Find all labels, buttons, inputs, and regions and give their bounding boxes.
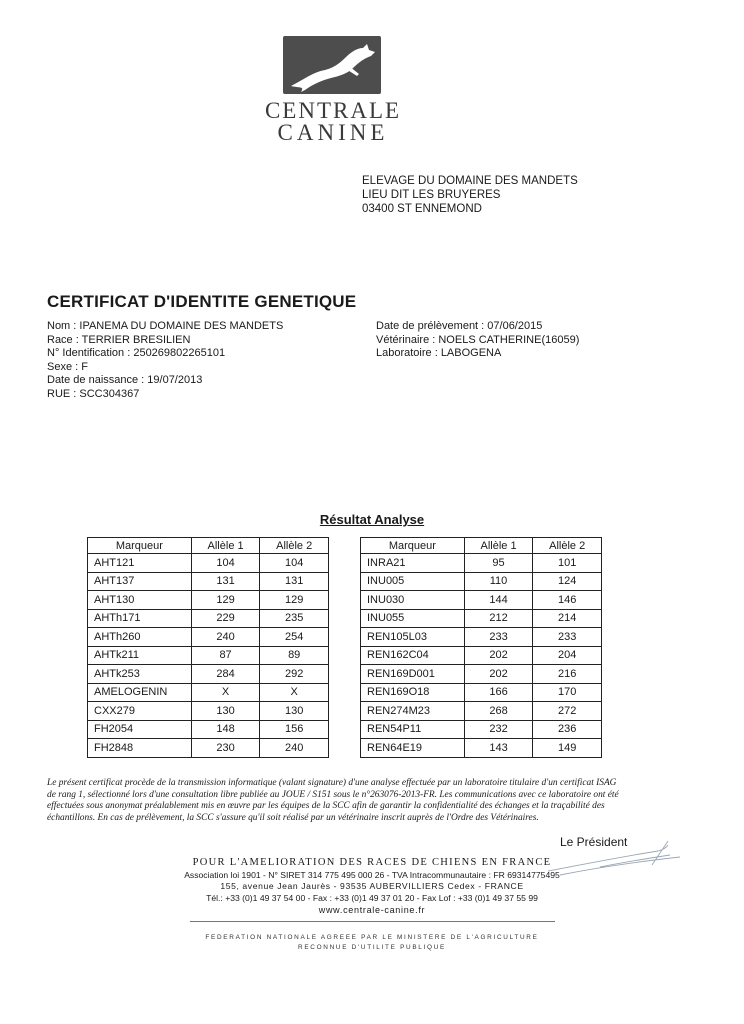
- table-row: [88, 739, 329, 758]
- table-row: [88, 683, 329, 702]
- allele-2: 204: [533, 646, 602, 665]
- footer-motto: POUR L'AMELIORATION DES RACES DE CHIENS EN FRANCE: [192, 857, 552, 868]
- marker-name: REN162C04: [361, 646, 465, 665]
- allele-1: 229: [191, 609, 260, 628]
- table-row: [88, 554, 329, 573]
- allele-2: 292: [260, 665, 329, 684]
- allele-1: 230: [191, 739, 260, 758]
- allele-2: 214: [533, 609, 602, 628]
- allele-2: 149: [533, 739, 602, 758]
- allele-2: 233: [533, 628, 602, 647]
- markers-table-right: [360, 537, 602, 758]
- marker-name: FH2054: [88, 720, 192, 739]
- address-line: 03400 ST ENNEMOND: [362, 203, 482, 215]
- allele-1: 129: [191, 591, 260, 610]
- allele-1: 95: [464, 554, 533, 573]
- allele-2: 124: [533, 572, 602, 591]
- allele-2: 235: [260, 609, 329, 628]
- allele-1: X: [191, 683, 260, 702]
- footer-website[interactable]: www.centrale-canine.fr: [318, 905, 426, 915]
- table-row: [361, 646, 602, 665]
- allele-1: 144: [464, 591, 533, 610]
- dog-rue: RUE : SCC304367: [47, 387, 140, 400]
- column-header: Marqueur: [361, 538, 465, 554]
- allele-2: 240: [260, 739, 329, 758]
- table-row: [361, 683, 602, 702]
- marker-name: AHTh260: [88, 628, 192, 647]
- column-header: Allèle 2: [260, 538, 329, 554]
- legal-notice: Le présent certificat procède de la transmission informatique (valant signature) d'une analyse effectuée par un laboratoire titulaire d'un certificat ISAG de rang 1, sélectionné lors d'une consultation libre publiée au JOUE / S151 sous le n°263076-2013-FR. Les communications avec ce laboratoire ont été effectuées sous anonymat préalablement mis en œuvre par les équipes de la SCC afin de garantir la confidentialité des échanges et la traçabilité des échantillons. En cas de prélèvement, la SCC s'assure qu'il soit réalisé par un vétérinaire inscrit auprès de l'Ordre des Vétérinaires.: [47, 778, 619, 823]
- public-utility-line: RECONNUE D'UTILITE PUBLIQUE: [298, 944, 446, 951]
- table-row: [88, 572, 329, 591]
- table-row: [361, 702, 602, 721]
- allele-2: 131: [260, 572, 329, 591]
- sampling-info: [376, 320, 579, 361]
- allele-2: 130: [260, 702, 329, 721]
- marker-name: REN169D001: [361, 665, 465, 684]
- leaping-dog-icon: [283, 36, 381, 94]
- allele-1: 284: [191, 665, 260, 684]
- column-header: Allèle 2: [533, 538, 602, 554]
- footer-address: 155, avenue Jean Jaurès - 93535 AUBERVILLIERS Cedex - FRANCE: [220, 881, 524, 891]
- dog-identification: N° Identification : 250269802265101: [47, 347, 226, 359]
- allele-2: 156: [260, 720, 329, 739]
- logo: [283, 36, 381, 94]
- markers-table-left: [87, 537, 329, 758]
- marker-name: INU055: [361, 609, 465, 628]
- table-row: [88, 591, 329, 610]
- marker-name: INU030: [361, 591, 465, 610]
- brand-name-line1: CENTRALE: [264, 98, 402, 123]
- marker-name: AHT137: [88, 572, 192, 591]
- allele-1: 233: [464, 628, 533, 647]
- table-row: [361, 628, 602, 647]
- markers-right-body: [361, 554, 602, 758]
- allele-1: 212: [464, 609, 533, 628]
- allele-1: 166: [464, 683, 533, 702]
- allele-1: 87: [191, 646, 260, 665]
- marker-name: REN54P11: [361, 720, 465, 739]
- document-title: CERTIFICAT D'IDENTITE GENETIQUE: [47, 292, 357, 311]
- marker-name: AMELOGENIN: [88, 683, 192, 702]
- column-header: Marqueur: [88, 538, 192, 554]
- footer-association: Association loi 1901 - N° SIRET 314 775 495 000 26 - TVA Intracommunautaire : FR 69314775495: [184, 870, 560, 880]
- allele-1: 268: [464, 702, 533, 721]
- allele-1: 148: [191, 720, 260, 739]
- table-row: [88, 646, 329, 665]
- allele-1: 232: [464, 720, 533, 739]
- column-header: Allèle 1: [464, 538, 533, 554]
- allele-2: 236: [533, 720, 602, 739]
- marker-name: CXX279: [88, 702, 192, 721]
- allele-2: 104: [260, 554, 329, 573]
- marker-name: REN64E19: [361, 739, 465, 758]
- table-row: [361, 609, 602, 628]
- table-row: [361, 665, 602, 684]
- address-line: ELEVAGE DU DOMAINE DES MANDETS: [362, 175, 578, 187]
- dog-name: Nom : IPANEMA DU DOMAINE DES MANDETS: [47, 320, 284, 332]
- marker-name: REN105L03: [361, 628, 465, 647]
- result-heading: Résultat Analyse: [319, 512, 425, 527]
- allele-1: 131: [191, 572, 260, 591]
- table-row: [88, 665, 329, 684]
- allele-2: 272: [533, 702, 602, 721]
- marker-name: AHT130: [88, 591, 192, 610]
- table-row: [88, 720, 329, 739]
- sampling-date: Date de prélèvement : 07/06/2015: [376, 320, 543, 332]
- marker-name: AHTk211: [88, 646, 192, 665]
- marker-name: FH2848: [88, 739, 192, 758]
- table-row: [88, 628, 329, 647]
- allele-1: 202: [464, 646, 533, 665]
- table-row: [361, 554, 602, 573]
- allele-2: X: [260, 683, 329, 702]
- table-row: [361, 591, 602, 610]
- address-line: LIEU DIT LES BRUYERES: [362, 189, 501, 201]
- marker-name: INU005: [361, 572, 465, 591]
- dog-birth-date: Date de naissance : 19/07/2013: [47, 374, 203, 386]
- marker-name: INRA21: [361, 554, 465, 573]
- marker-name: AHTk253: [88, 665, 192, 684]
- president-label: Le Président: [560, 835, 628, 849]
- recipient-address: [362, 174, 578, 216]
- allele-2: 129: [260, 591, 329, 610]
- allele-1: 240: [191, 628, 260, 647]
- veterinarian: Vétérinaire : NOELS CATHERINE(16059): [376, 333, 580, 346]
- allele-1: 202: [464, 665, 533, 684]
- allele-2: 89: [260, 646, 329, 665]
- allele-2: 101: [533, 554, 602, 573]
- marker-name: REN169O18: [361, 683, 465, 702]
- table-row: [361, 720, 602, 739]
- footer-phone: Tél.: +33 (0)1 49 37 54 00 - Fax : +33 (0)1 49 37 01 20 - Fax Lof : +33 (0)1 49 37 55 99: [206, 893, 538, 903]
- allele-2: 216: [533, 665, 602, 684]
- column-header: Allèle 1: [191, 538, 260, 554]
- allele-1: 104: [191, 554, 260, 573]
- marker-name: AHT121: [88, 554, 192, 573]
- marker-name: AHTh171: [88, 609, 192, 628]
- dog-breed: Race : TERRIER BRESILIEN: [47, 333, 191, 346]
- table-row: [361, 739, 602, 758]
- allele-1: 110: [464, 572, 533, 591]
- dog-identity: [47, 320, 283, 401]
- dog-sex: Sexe : F: [47, 360, 88, 373]
- markers-left-body: [88, 554, 329, 758]
- table-row: [88, 702, 329, 721]
- table-row: [88, 609, 329, 628]
- allele-2: 170: [533, 683, 602, 702]
- allele-1: 143: [464, 739, 533, 758]
- table-row: [361, 572, 602, 591]
- allele-2: 254: [260, 628, 329, 647]
- brand-name-line2: CANINE: [277, 120, 389, 145]
- footer-divider: [190, 921, 555, 922]
- allele-1: 130: [191, 702, 260, 721]
- marker-name: REN274M23: [361, 702, 465, 721]
- allele-2: 146: [533, 591, 602, 610]
- ministry-line: FEDERATION NATIONALE AGREEE PAR LE MINISTERE DE L'AGRICULTURE: [205, 934, 539, 941]
- laboratory: Laboratoire : LABOGENA: [376, 347, 502, 359]
